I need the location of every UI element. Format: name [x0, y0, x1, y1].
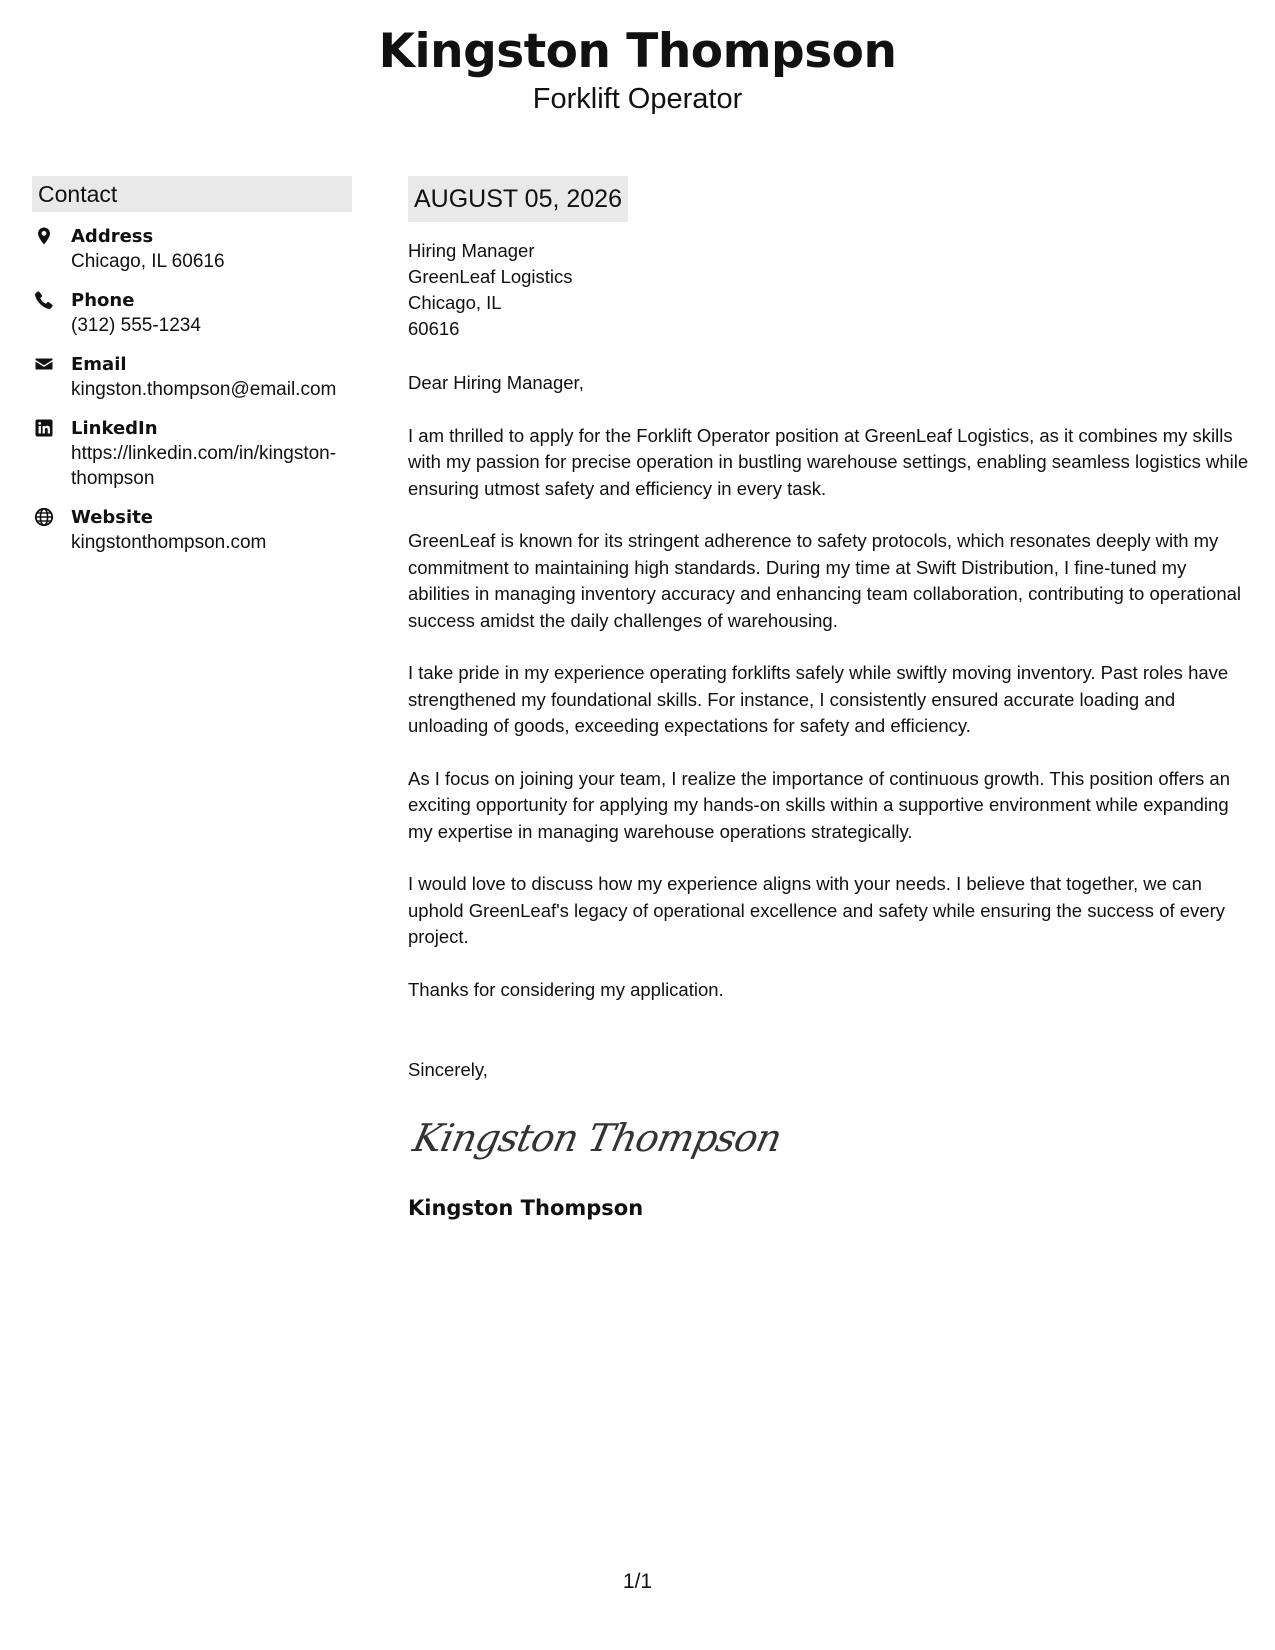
applicant-role: Forklift Operator: [532, 83, 743, 115]
contact-list: [32, 224, 352, 555]
paragraph-6: Thanks for considering my application.: [408, 978, 724, 1000]
linkedin-value[interactable]: https://linkedin.com/in/kingston-thompson: [71, 443, 337, 489]
email-value: kingston.thompson@email.com: [71, 379, 337, 400]
paragraph-2: GreenLeaf is known for its stringent adherence to safety protocols, which resonates deeply with my commitment to maintaining high standards. During my time at Swift Distribution, I fine-tuned my abilities in managing inventory accuracy and enhancing team collaboration, contributing to operational success amidst the daily challenges of warehousing.: [408, 530, 1242, 631]
address-value: Chicago, IL 60616: [71, 251, 225, 272]
paragraph-1: I am thrilled to apply for the Forklift Operator position at GreenLeaf Logistics, as it combines my skills with my passion for precise operation in bustling warehouse settings, enabling seamless logistics while ensuring utmost safety and efficiency in every task.: [408, 424, 1249, 499]
address-label: Address: [71, 226, 154, 247]
contact-item-phone: [32, 288, 352, 338]
recipient-title: Hiring Manager: [408, 240, 535, 261]
phone-label: Phone: [71, 290, 135, 311]
contact-item-linkedin: [32, 416, 352, 491]
envelope-icon: [34, 354, 54, 374]
document-header: [0, 22, 1275, 116]
paragraph-3: I take pride in my experience operating forklifts safely while swiftly moving inventory. Past roles have strengthened my foundational skills. For instance, I consistently ensured accurate loading and unloading of goods, exceeding expectations for safety and efficiency.: [408, 662, 1229, 736]
website-value[interactable]: kingstonthompson.com: [71, 532, 267, 553]
globe-icon: [34, 507, 54, 527]
phone-icon: [34, 290, 54, 310]
phone-value: (312) 555-1234: [71, 315, 201, 336]
contact-sidebar: [32, 176, 352, 569]
closing: Sincerely,: [408, 1059, 488, 1080]
paragraph-5: I would love to discuss how my experience aligns with your needs. I believe that together, we can uphold GreenLeaf's legacy of operational excellence and safety while ensuring the success of every project.: [408, 873, 1225, 947]
recipient-zip: 60616: [408, 318, 460, 339]
recipient-block: [408, 238, 1250, 342]
applicant-name: Kingston Thompson: [378, 24, 897, 79]
contact-item-website: [32, 505, 352, 555]
paragraph-4: As I focus on joining your team, I realize the importance of continuous growth. This position offers an exciting opportunity for applying my hands-on skills within a supportive environment while expanding my expertise in managing warehouse operations strategically.: [408, 767, 1230, 842]
linkedin-icon: [34, 418, 54, 438]
website-label: Website: [71, 507, 154, 528]
email-label: Email: [71, 354, 127, 375]
page-number: 1/1: [622, 1570, 653, 1593]
recipient-city: Chicago, IL: [408, 292, 502, 313]
contact-item-address: [32, 224, 352, 274]
handwritten-signature: Kingston Thompson: [409, 1115, 786, 1160]
linkedin-label: LinkedIn: [71, 418, 158, 439]
letter-date: AUGUST 05, 2026: [408, 176, 628, 222]
signoff-name: Kingston Thompson: [408, 1195, 644, 1220]
contact-item-email: [32, 352, 352, 402]
recipient-company: GreenLeaf Logistics: [408, 266, 573, 287]
letter-body: [408, 176, 1250, 1222]
map-pin-icon: [34, 226, 54, 246]
salutation: Dear Hiring Manager,: [408, 372, 584, 393]
contact-heading: Contact: [32, 176, 352, 212]
